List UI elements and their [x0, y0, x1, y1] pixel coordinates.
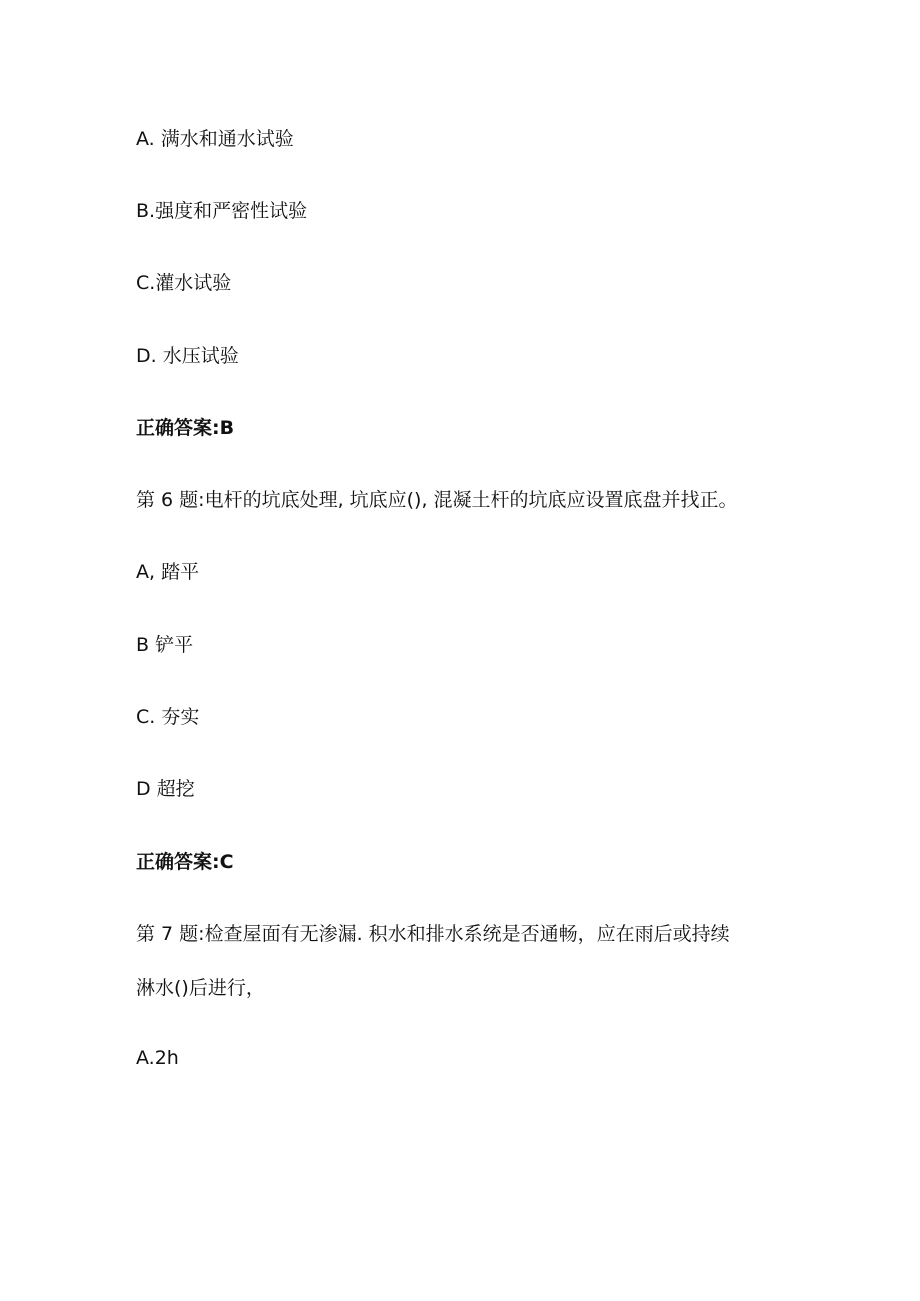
- q6-answer: 正确答案:C: [136, 851, 234, 873]
- q6-option-b: B 铲平: [136, 634, 194, 656]
- q6-option-d: D 超挖: [136, 778, 195, 800]
- q5-answer: 正确答案:B: [136, 417, 235, 439]
- q6-option-c: C. 夯实: [136, 706, 200, 728]
- q5-option-c: C.灌水试验: [136, 272, 232, 294]
- q7-question-line-1: 第 7 题:检查屋面有无渗漏. 积水和排水系统是否通畅，应在雨后或持续: [136, 923, 730, 945]
- q6-question: 第 6 题:电杆的坑底处理, 坑底应(), 混凝土杆的坑底应设置底盘并找正。: [136, 489, 738, 511]
- q6-option-a: A, 踏平: [136, 561, 200, 583]
- q5-option-d: D. 水压试验: [136, 345, 239, 367]
- q7-question-line-2: 淋水()后进行，: [136, 977, 265, 999]
- q5-option-a: A. 满水和通水试验: [136, 128, 294, 150]
- q7-option-a: A.2h: [136, 1047, 179, 1069]
- q5-option-b: B.强度和严密性试验: [136, 200, 308, 222]
